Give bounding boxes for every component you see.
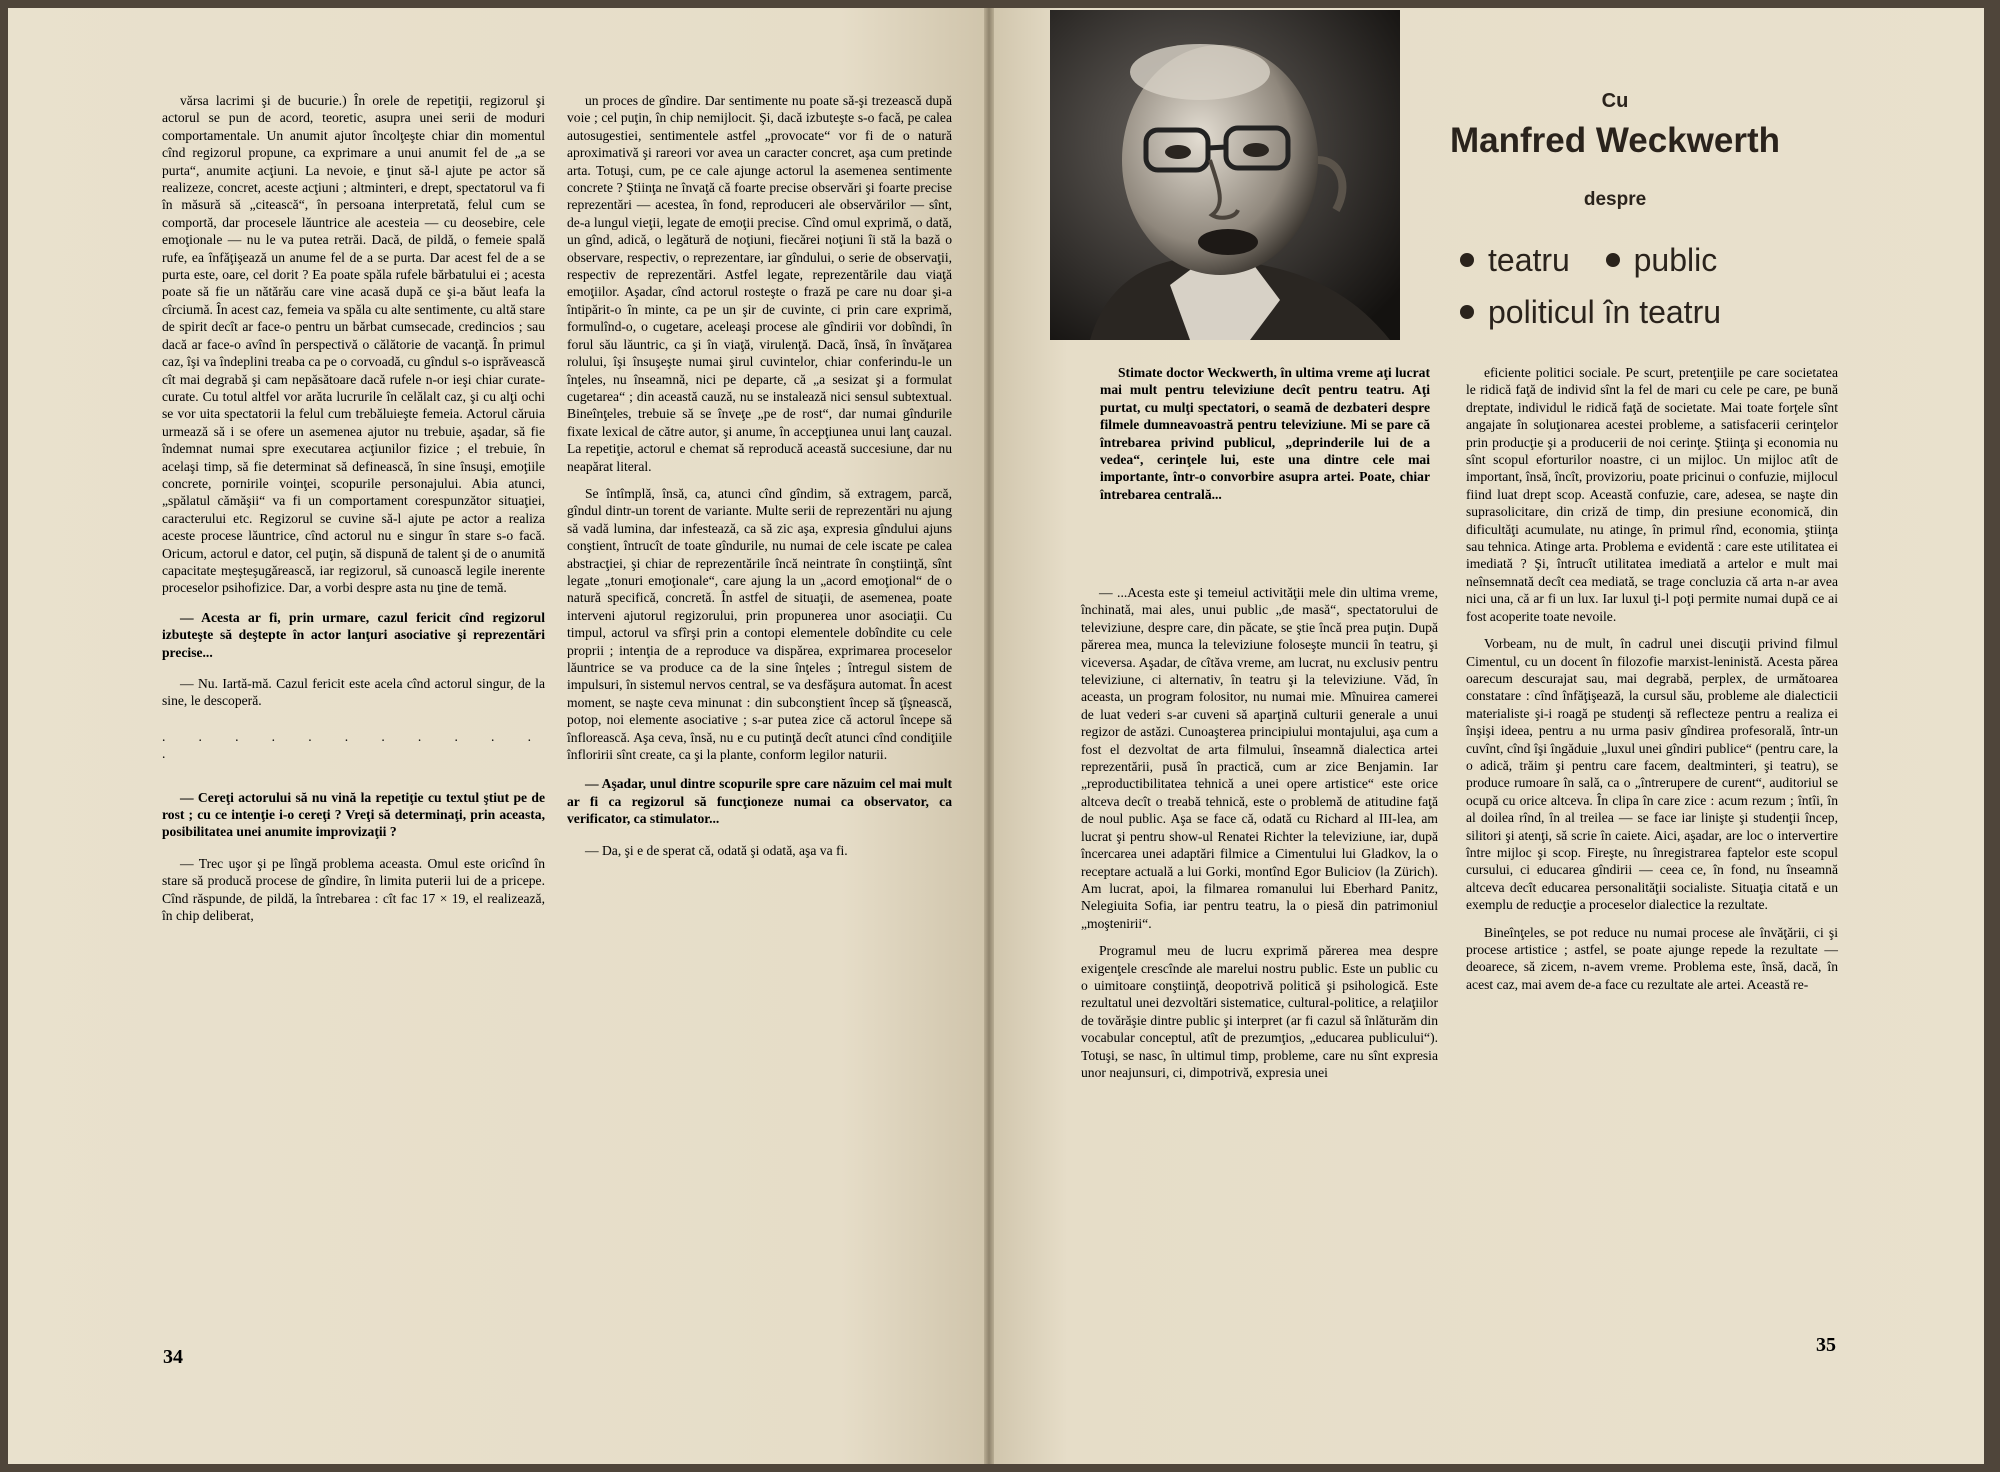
interview-question: — Acesta ar fi, prin urmare, cazul fericit cînd regizorul izbuteşte să deştepte în actor lanţuri asociative şi reprezentări precise... xyxy=(162,609,545,660)
left-page-column-1 xyxy=(162,92,545,934)
topics-line-1 xyxy=(1460,242,1820,294)
interview-intro xyxy=(1100,364,1430,503)
right-page-column-1 xyxy=(1081,584,1438,1091)
book-gutter xyxy=(984,8,994,1464)
intro-question: Stimate doctor Weckwerth, în ultima vreme aţi lucrat mai mult pentru televiziune decît pentru teatru. Aţi purtat, cu mulţi spectatori, o seamă de dezbateri despre filmele dumneavoastră pentru televiziune. Mi se pare că întrebarea privind publicul, „deprinderile lui de a vedea“, cerinţele lui, este una dintre cele mai importante, într-o convorbire asupra artei. Poate, chiar întrebarea centrală... xyxy=(1100,365,1430,502)
paragraph: vărsa lacrimi şi de bucurie.) În orele de repetiţii, regizorul şi actorul se pun de acord, teoretic, asupra unei serii de moduri comportamentale. Un anumit ajutor încolţeşte chiar din momentul cînd regizorul propune, ca exprimare a unui anumit fel de „a se purta“, anumite acţiuni. La nevoie, e ţinut să-l ajute pe actor să realizeze, concret, aceste acţiuni ; altminteri, e drept, spectatorul va fi în măsură să „citească“, în persoana interpretată, felul cum se comportă, dar procesele lăuntrice ale acesteia — cu deosebire, cele emoţionale — nu le va putea retrăi. Dacă, de pildă, o femeie spală rufe, ea înfăţişează un anume fel de a se purta. Dar acest fel de a se purta este, oare, cel dorit ? Ea poate spăla rufele bărbatului ei ; acesta poate să fie un nătărău care vine acasă după ce şi-a băut leafa la cîrciumă. În acest caz, femeia va spăla cu alte sentimente, cu altă stare de spirit decît ar face-o pentru un bărbat cumsecade, credincios ; sau dacă ar face-o avînd în perspectivă o călătorie de vacanţă. În primul caz, îşi va îndeplini treaba ca pe o corvoadă, cu gîndul s-o isprăvească cît mai degrabă şi cam nepăsătoare dacă rufele n-or ieşi chiar curate-curate. Cu totul altfel vor arăta lucrurile în celălalt caz, şi cu alţi ochi se vor uita spectatorii la felul cum trebăluieşte femeia. Actorul căruia urmează să i se ofere un asemenea ajutor nu trebuie, aşadar, să fie îndemnat numai spre executarea acţiunilor fizice ; el trebuie, în acelaşi timp, să fie determinat să definească, în sine însuşi, emoţiile concrete, pornirile voinţei, scopurile personajului. Abia atunci, „spălatul cămăşii“ va fi un comportament corespunzător situaţiei, caracterului etc. Regizorul se cuvine să-l ajute pe actor a realiza aceste procese lăuntrice, cînd actorul nu e singur în stare s-o facă. Oricum, actorul e dator, cel puţin, să dispună de talent şi de o anumită capacitate meşteşugărească, iar regizorul, să cunoască legile inerente proceselor psihofizice. Dar, a vorbi despre asta nu ţine de temă. xyxy=(162,93,545,596)
topic-politicul: politicul în teatru xyxy=(1488,294,1722,330)
paragraph: Programul meu de lucru exprimă părerea mea despre exigenţele crescînde ale marelui nostru public. Este un public cu o uimitoare conştiinţă, deopotrivă politică şi psihologică. Este rezultatul unei dezvoltări sistematice, cultural-politice, a relaţiilor de tovărăşie dintre public şi interpret (ar fi cazul să înlăturăm din vocabular conceptul, atît de prezumţios, „educarea publicului“). Totuşi, se nasc, în ultimul timp, probleme, care nu sînt expresia unor neajunsuri, ci, dimpotrivă, expresia unei xyxy=(1081,943,1438,1080)
article-title xyxy=(1400,90,1830,229)
left-page-column-2 xyxy=(567,92,952,869)
topics-list xyxy=(1460,242,1820,346)
paragraph: un proces de gîndire. Dar sentimente nu poate să-şi trezească după voie ; cel puţin, în chip nemijlocit. Şi, dacă izbuteşte s-o facă, pe calea autosugestiei, sentimentele astfel „provocate“ vor fi de o natură aproximativă şi rareori vor avea un caracter concret, aşa cum pretinde arta. Totuşi, cum, pe ce cale ajunge actorul la asemenea sentimente concrete ? Ştiinţa ne învaţă că foarte precise observări şi foarte precise reprezentări — acestea, în fond, reproduceri ale observărilor — sînt, de-a lungul vieţii, legate de emoţii precise. Cînd omul exprimă, o dată, un gînd, adică, o legătură de noţiuni, fiecărei noţiuni îi stă la bază o observare, respectiv, o reprezentare, iar gîndului, o serie de observaţii, respectiv de reprezentări. Astfel legate, reprezentările dau viaţă emoţiilor. Aşadar, cînd actorul rosteşte o frază pe care nu doar şi-a întipărit-o în minte, ca pe un şir de cuvinte, ci prin care exprimă, formulînd-o, o cugetare, aceleaşi procese ale gîndirii vor dobîndi, în forul său lăuntric, ca şi în viaţă, virulenţă. Dacă, însă, în învăţarea rolului, îşi însuşeşte numai şirul cuvintelor, chiar conferindu-le un înţeles, nu înseamnă, nici pe departe, că „a sesizat şi a formulat cugetarea“ ; din această cauză, nu se instalează nici sensul subtextual. Bineînţeles, trebuie să se înveţe „pe de rost“, dar numai gîndurile fixate lexical de către autor, şi anume, în accepţiunea unui lanţ cauzal. La repetiţie, actorul e chemat să reproducă această succesiune, dar nu neapărat literal. xyxy=(567,93,952,474)
right-page-column-2 xyxy=(1466,364,1838,1003)
bullet-icon xyxy=(1460,305,1474,319)
bullet-icon xyxy=(1460,253,1474,267)
paragraph: — Da, şi e de sperat că, odată şi odată, aşa va fi. xyxy=(585,842,848,858)
paragraph: — ...Acesta este şi temeiul activităţii mele din ultima vreme, închinată, mai ales, unui public „de masă“, spectatorului de televiziune, despre care, din păcate, se ştie încă prea puţin. După părerea mea, munca la televiziune foloseşte muncii în teatru, şi viceversa. Aşadar, de cîtăva vreme, am lucrat, nu exclusiv pentru televiziune, ci alternativ, în teatru şi la televiziune. Văd, în aceasta, un program folositor, nu numai mie. Mînuirea camerei de luat vederi s-ar cuveni să aparţină culturii generale a unui regizor de astăzi. Cunoaşterea principiului montajului, aşa cum a fost el dezvoltat de arta filmului, înseamnă dialectica artei reprezentării, pusă în practică, cum ar zice Benjamin. Iar „reproductibilitatea tehnică a unei opere artistice“ este orice altceva decît o treabă tehnică, este o problemă de atitudine faţă de noul public. Aşa se face că, odată cu Richard al III-lea, am lucrat şi pentru show-ul Renatei Richter la televiziune, iar, după încercarea unei adaptări filmice a Cimentului lui Gladkov, la o receptare actuală a lui Gorki, montînd Egor Buliciov (la Zürich). Am lucrat, apoi, la filmarea romanului lui Eberhard Panitz, Nelegiuita Sofia, iar pentru teatru, la o piesă din patrimoniul „moştenirii“. xyxy=(1081,585,1438,931)
portrait-illustration xyxy=(1050,10,1400,340)
title-name: Manfred Weckwerth xyxy=(1450,121,1780,160)
title-despre: despre xyxy=(1583,189,1647,210)
portrait-photo xyxy=(1050,10,1400,340)
topic-public: public xyxy=(1633,242,1718,278)
paragraph: eficiente politici sociale. Pe scurt, pretenţiile pe care societatea le ridică faţă de individ sînt la fel de mari cu cele pe care, pe bună dreptate, individul le ridică faţă de societate. Mai toate forţele sînt angajate în soluţionarea acestei probleme, a satisfacerii cerinţelor prin producţie şi a producerii de noi cerinţe. Ştiinţa şi economia nu sînt scopul eforturilor noastre, ci un mijloc. Un mijloc atît de important, însă, încît, provizoriu, poate pricinui o confuzie, mijlocul fiind luat drept scop. Această confuzie, care, adesea, se naşte din suprasolicitare, din criză de timp, din presiune economică, din dificultăţi acumulate, nu atinge, în primul rînd, economia, ştiinţa sau tehnica. Atinge arta. Problema e evidentă : care este utilitatea ei imediată ? Şi, întrucît utilitatea imediată a artelor e mult mai neînsemnată decît cea mediată, se trage concluzia că arta n-ar avea nici una, că ar fi un lux. Iar luxul ţi-l poţi permite numai după ce ai fost acoperite toate nevoile. xyxy=(1466,365,1838,624)
paragraph: Se întîmplă, însă, ca, atunci cînd gîndim, să extragem, parcă, gîndul dintr-un torent de variante. Multe serii de reprezentări nu ajung să vadă lumina, dar infestează, ca să zic aşa, expresia gîndului ajuns conştient, întrucît de toate gîndurile, nu numai de cele iscate pe calea abstracţiei, şi chiar de reprezentările încă neintrate în conştiinţă, sînt legate „tonuri emoţionale“, care ajung la un „acord emoţional“ de o natură specifică, concretă. În astfel de situaţii, de asemenea, poate interveni ajutorul regizorului, prin propunerea unor asociaţii. Cu timpul, actorul va sfîrşi prin a contopi elementele dobîndite cu cele proprii ; intenţia de a reproduce va dispărea, exprimarea proceselor lăuntrice se va produce ca de la sine înţeles ; întregul sistem de impulsuri, în sistemul nervos central, se va desfăşura automat. În acest moment, se naşte ceva minunat : din subconştient încep să ţîşnească, potop, noi elemente asociative ; s-ar putea zice că actorul începe să înflorească. Aşa ceva, însă, nu e cu putinţă decît atunci cînd condiţiile înfloririi sînt create, ca şi la plante, conform legilor naturii. xyxy=(567,485,952,763)
interview-question: — Aşadar, unul dintre scopurile spre care năzuim cel mai mult ar fi ca regizorul să funcţioneze numai ca observator, ca verificator, ca stimulator... xyxy=(567,776,952,827)
topic-teatru: teatru xyxy=(1488,242,1570,278)
section-break: . . . . . . . . . . . . xyxy=(162,728,545,762)
title-cu: Cu xyxy=(1601,90,1629,112)
paragraph: Vorbeam, nu de mult, în cadrul unei discuţii privind filmul Cimentul, cu un docent în filozofie marxist-leninistă. Acesta părea oarecum descurajat sau, mai degrabă, perplex, de următoarea constatare : cînd înfăţişează, la cursul său, probleme ale dialecticii materialiste şi-i roagă pe studenţi să reflecteze pentru a realiza ei înşişi ideea, pentru a nu urma pasiv gîndirea profesorală, într-un cuvînt, cînd îşi îngăduie „luxul unei gîndiri publice“ (pentru care, la o adică, trăim şi pentru care facem, dealtminteri, şi teatru), se produce rumoare în sală, ca o „întrerupere de curent“, auditoriul se ocupă cu orice altceva. În clipa în care zice : acum rezum ; întîi, în al doilea rînd, în al treilea — se face iar linişte şi studenţii încep, silitori şi atenţi, să scrie în caiete. Aici, aşadar, are loc o intervertire între mijloc şi scop. Fireşte, nu înregistrarea faptelor este scopul cursului, ci educarea gîndirii — ceea ce, în fond, nu înseamnă altceva decît educarea personalităţii socialiste. Situaţia citată e un exemplu de reducţie a proceselor dialectice la rezultate. xyxy=(1466,636,1838,913)
topics-line-2 xyxy=(1460,294,1820,346)
right-page-number: 35 xyxy=(1816,1334,1836,1356)
paragraph: — Nu. Iartă-mă. Cazul fericit este acela cînd actorul singur, de la sine, le descoperă. xyxy=(162,676,545,709)
paragraph: Bineînţeles, se pot reduce nu numai procese ale învăţării, ci şi procese artistice ; astfel, se poate ajunge repede la rezultate — deoarece, să zicem, n-avem vreme. Problema este, însă, dacă, în acest caz, mai avem de-a face cu rezultate ale artei. Această re- xyxy=(1466,924,1838,992)
left-page-number: 34 xyxy=(163,1346,183,1368)
paragraph: — Trec uşor şi pe lîngă problema aceasta. Omul este oricînd în stare să producă procese de gîndire, în limita puterii lui de a pricepe. Cînd răspunde, de pildă, la întrebarea : cît fac 17 × 19, el realizează, în chip deliberat, xyxy=(162,855,545,924)
interview-question: — Cereţi actorului să nu vină la repetiţie cu textul ştiut pe de rost ; cu ce intenţie i-o cereţi ? Vreţi să determinaţi, prin aceasta, posibilitatea unei anumite improvizaţii ? xyxy=(162,789,545,840)
bullet-icon xyxy=(1606,253,1620,267)
